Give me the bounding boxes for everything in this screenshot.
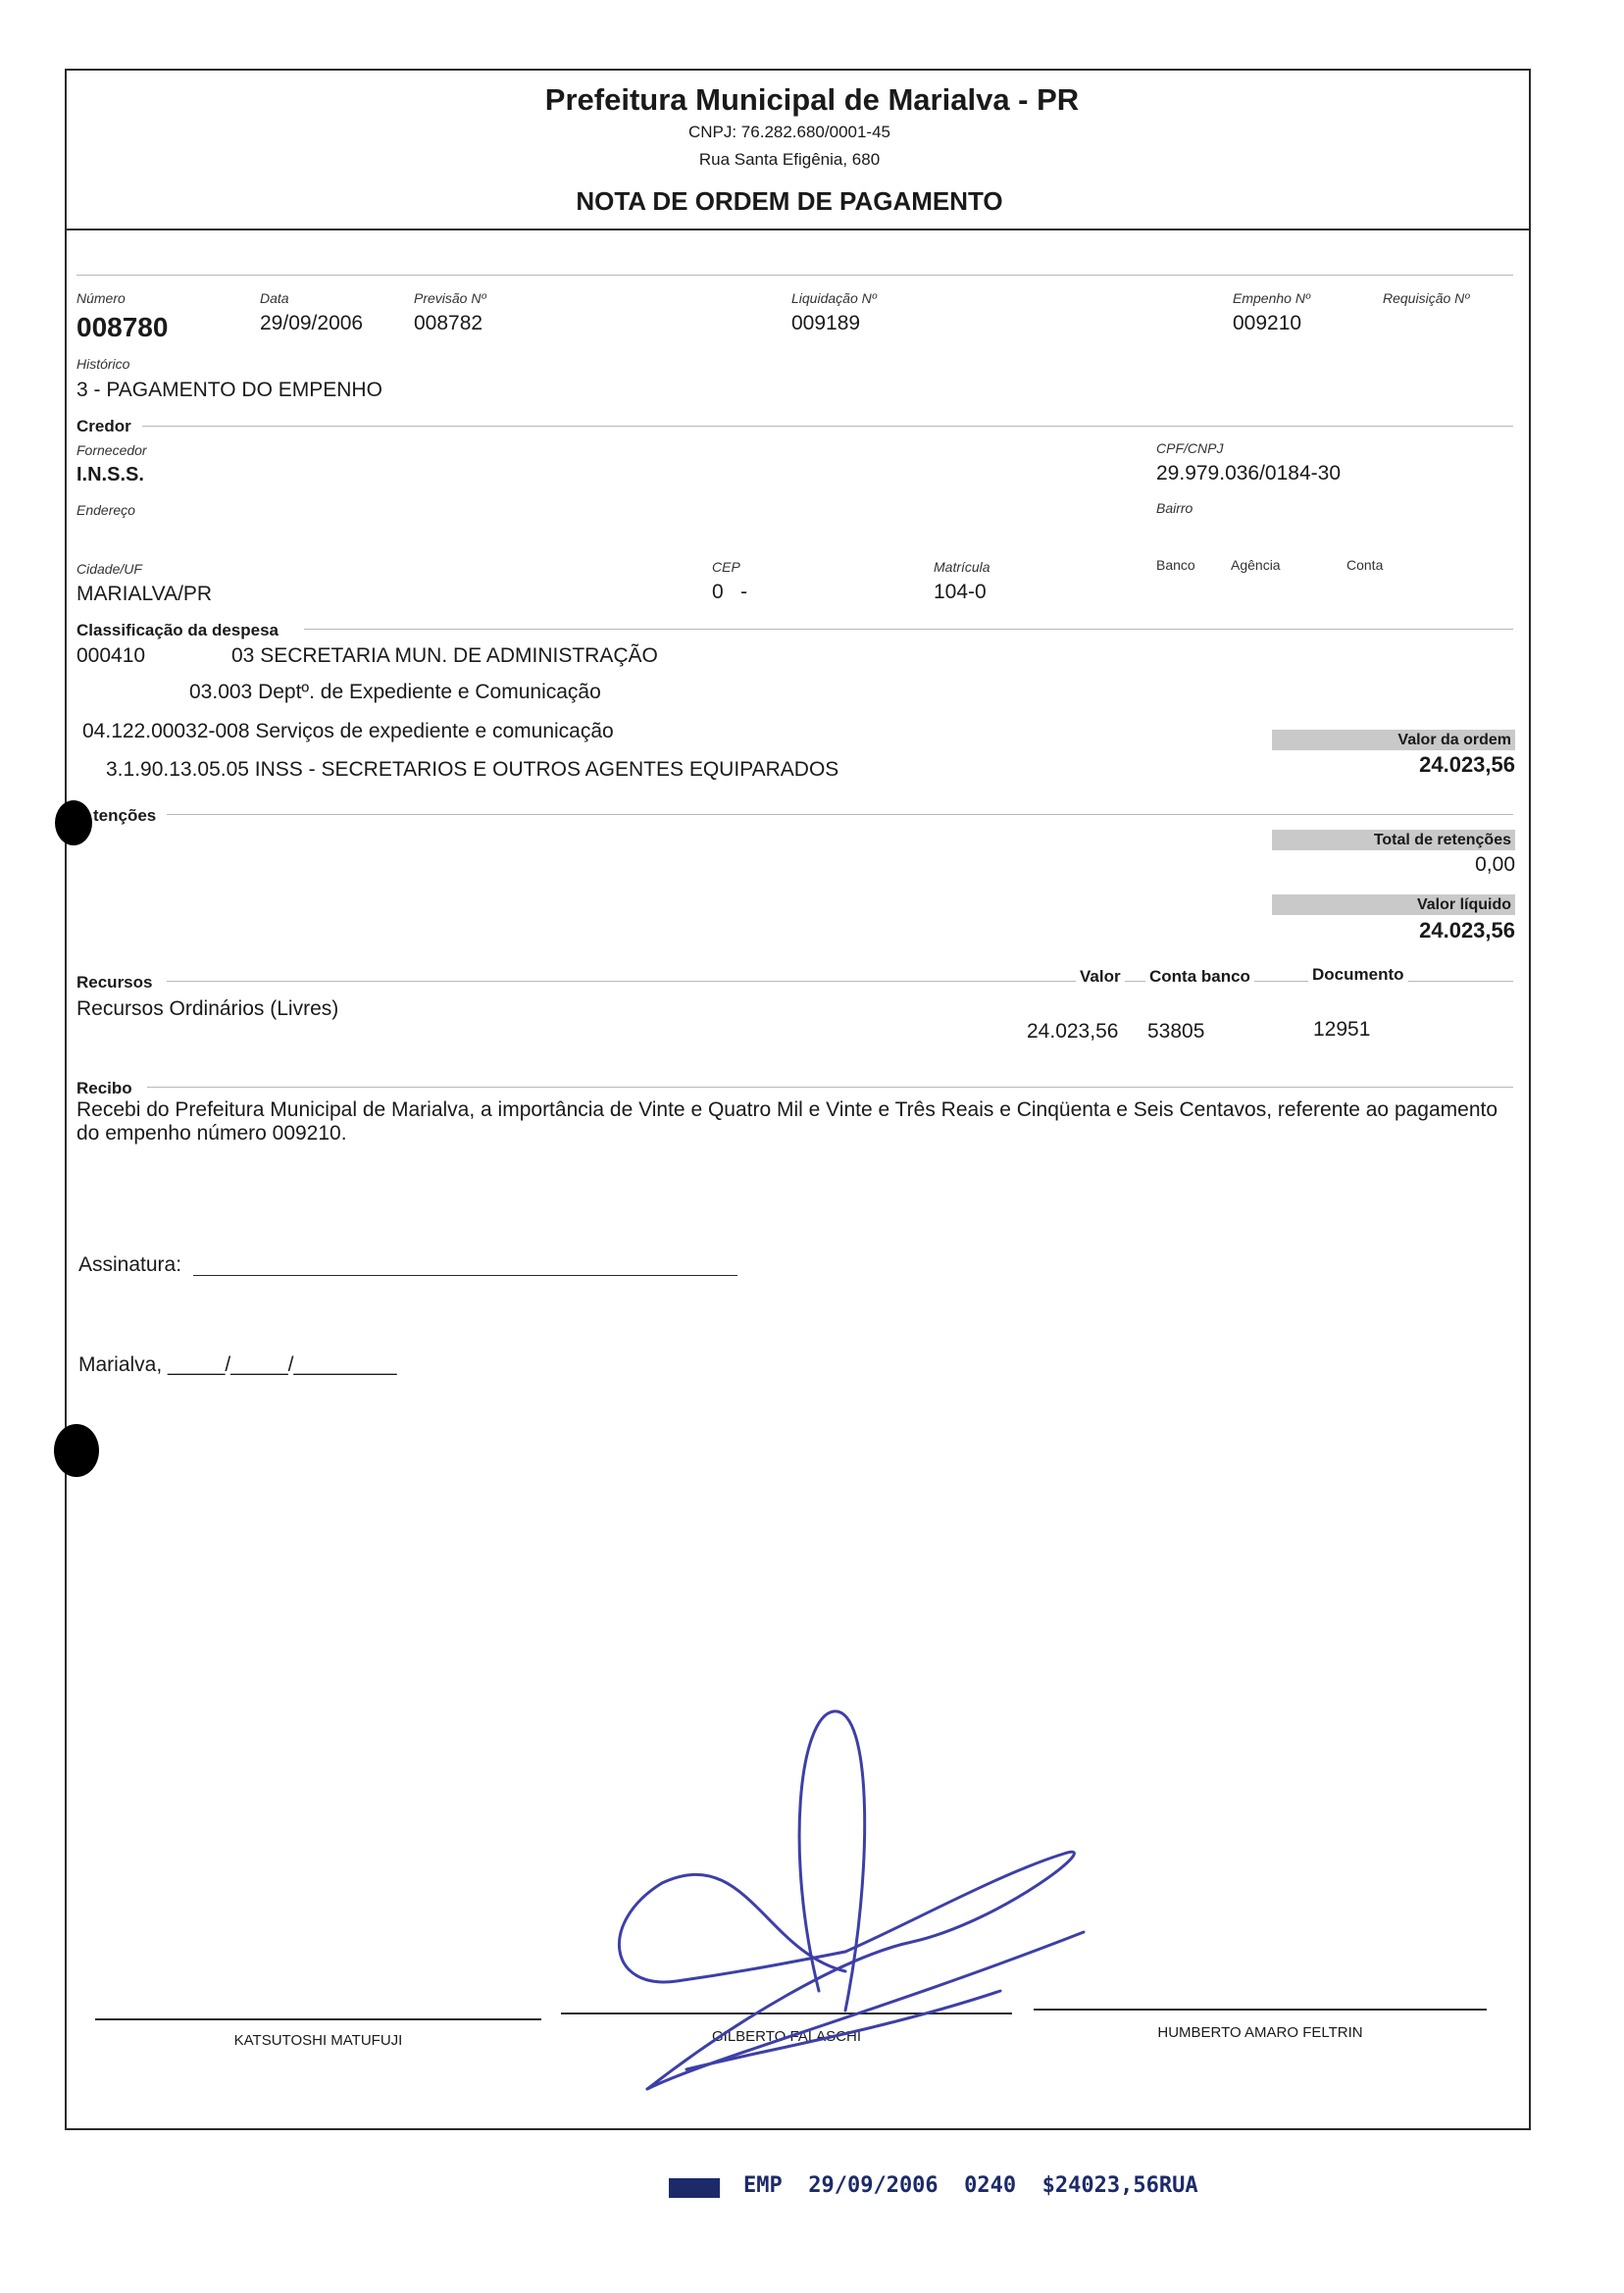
cpf-label: CPF/CNPJ xyxy=(1156,440,1224,456)
endereco-label: Endereço xyxy=(76,502,135,518)
signatory-2-name: GILBERTO FALASCHI xyxy=(712,2028,861,2045)
valor-ordem-value: 24.023,56 xyxy=(1419,752,1515,777)
punch-hole-bottom xyxy=(54,1424,99,1477)
recursos-valor-label: Valor xyxy=(1076,967,1125,987)
valor-liquido-value: 24.023,56 xyxy=(1419,918,1515,943)
bank-stamp-text: EMP 29/09/2006 0240 $24023,56RUA xyxy=(743,2173,1198,2198)
assinatura-line xyxy=(193,1275,737,1276)
municipality-title: Prefeitura Municipal de Marialva - PR xyxy=(544,82,1080,117)
valor-ordem-label: Valor da ordem xyxy=(1272,730,1515,750)
credor-rule xyxy=(142,426,1513,427)
recursos-conta: 53805 xyxy=(1147,1020,1205,1043)
cpf-value: 29.979.036/0184-30 xyxy=(1156,462,1342,484)
classificacao-line-1: 03 SECRETARIA MUN. DE ADMINISTRAÇÃO xyxy=(231,644,658,667)
classificacao-line-2: 03.003 Deptº. de Expediente e Comunicação xyxy=(189,681,601,703)
historico-label: Histórico xyxy=(76,356,130,372)
conta-label: Conta xyxy=(1346,557,1384,573)
numero-value: 008780 xyxy=(76,312,169,342)
address-line: Rua Santa Efigênia, 680 xyxy=(698,150,881,169)
fornecedor-value: I.N.S.S. xyxy=(76,464,144,485)
recursos-valor: 24.023,56 xyxy=(1027,1020,1119,1043)
data-value: 29/09/2006 xyxy=(260,312,364,334)
matricula-label: Matrícula xyxy=(934,559,990,575)
assinatura-label: Assinatura: xyxy=(78,1253,182,1276)
banco-label: Banco xyxy=(1156,557,1195,573)
bank-stamp-logo xyxy=(669,2178,720,2198)
recursos-documento-label: Documento xyxy=(1308,965,1408,985)
bairro-label: Bairro xyxy=(1156,500,1193,516)
matricula-value: 104-0 xyxy=(934,581,987,603)
empenho-value: 009210 xyxy=(1233,312,1302,334)
credor-section-title: Credor xyxy=(76,417,131,435)
total-retencoes-value: 0,00 xyxy=(1475,853,1515,876)
retencoes-rule xyxy=(167,814,1513,815)
recursos-documento: 12951 xyxy=(1313,1018,1371,1041)
numero-label: Número xyxy=(76,290,126,306)
recibo-section-title: Recibo xyxy=(76,1079,132,1097)
agencia-label: Agência xyxy=(1231,557,1281,573)
total-retencoes-label: Total de retenções xyxy=(1272,830,1515,850)
previsao-label: Previsão Nº xyxy=(414,290,486,306)
data-label: Data xyxy=(260,290,289,306)
liquidacao-value: 009189 xyxy=(791,312,861,334)
liquidacao-label: Liquidação Nº xyxy=(791,290,877,306)
header-divider xyxy=(65,229,1531,230)
cidade-value: MARIALVA/PR xyxy=(76,583,213,605)
valor-liquido-label: Valor líquido xyxy=(1272,894,1515,915)
classificacao-code: 000410 xyxy=(76,644,146,667)
empenho-label: Empenho Nº xyxy=(1233,290,1311,306)
punch-hole-top xyxy=(55,800,92,845)
recursos-conta-label: Conta banco xyxy=(1145,967,1254,987)
classificacao-line-3: 04.122.00032-008 Serviços de expediente e comunicação xyxy=(82,720,614,742)
historico-value: 3 - PAGAMENTO DO EMPENHO xyxy=(76,379,382,401)
cep-value: 0 - xyxy=(712,581,748,603)
requisicao-label: Requisição Nº xyxy=(1383,290,1470,306)
previsao-value: 008782 xyxy=(414,312,483,334)
classificacao-section-title: Classificação da despesa xyxy=(76,621,279,639)
document-title: NOTA DE ORDEM DE PAGAMENTO xyxy=(576,186,1003,216)
handwritten-signature xyxy=(588,1697,1098,2128)
top-inner-rule xyxy=(76,275,1513,276)
signature-line-1 xyxy=(95,2018,541,2020)
classificacao-line-4: 3.1.90.13.05.05 INSS - SECRETARIOS E OUTROS AGENTES EQUIPARADOS xyxy=(106,758,839,781)
signatory-1-name: KATSUTOSHI MATUFUJI xyxy=(233,2032,403,2049)
signatory-3-name: HUMBERTO AMARO FELTRIN xyxy=(1157,2024,1363,2041)
local-data-line: Marialva, _____/_____/_________ xyxy=(78,1353,397,1376)
cnpj-line: CNPJ: 76.282.680/0001-45 xyxy=(687,123,891,141)
recursos-section-title: Recursos xyxy=(76,973,153,992)
retencoes-section-title: tenções xyxy=(93,806,157,825)
classificacao-rule xyxy=(304,629,1513,630)
recibo-rule xyxy=(147,1087,1513,1088)
cep-label: CEP xyxy=(712,559,740,575)
signature-line-3 xyxy=(1034,2009,1487,2011)
fornecedor-label: Fornecedor xyxy=(76,442,147,458)
recursos-descricao: Recursos Ordinários (Livres) xyxy=(76,997,339,1020)
recibo-text: Recebi do Prefeitura Municipal de Marialva, a importância de Vinte e Quatro Mil e Vinte e Três Reais e Cinqüenta e Seis Centavos, referente ao pagamento do empenho número 009210. xyxy=(76,1098,1498,1145)
cidade-label: Cidade/UF xyxy=(76,561,142,577)
